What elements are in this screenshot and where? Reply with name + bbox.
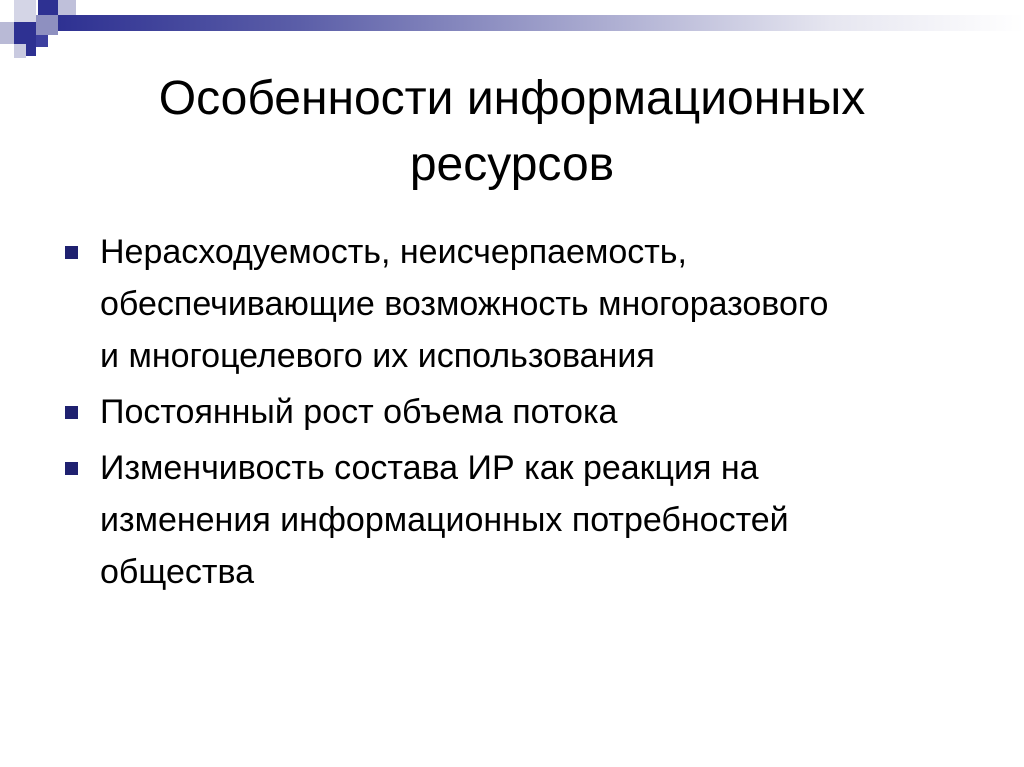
decorative-square bbox=[26, 44, 36, 56]
square-bullet-icon bbox=[65, 246, 78, 259]
bullet-text-line: общества bbox=[100, 553, 255, 591]
decorative-square bbox=[0, 22, 14, 44]
decorative-square bbox=[14, 22, 36, 44]
bullet-text-line: обеспечивающие возможность многоразового bbox=[100, 285, 829, 323]
decorative-square bbox=[36, 35, 48, 47]
bullet-item bbox=[60, 226, 1000, 382]
decorative-square bbox=[38, 0, 58, 15]
decorative-square bbox=[14, 0, 36, 22]
bullet-list bbox=[60, 226, 1000, 602]
decorative-square bbox=[14, 44, 26, 58]
bullet-text-line: и многоцелевого их использования bbox=[100, 337, 655, 375]
decorative-square bbox=[36, 15, 58, 35]
header-gradient-bar bbox=[58, 15, 1024, 31]
square-bullet-icon bbox=[65, 406, 78, 419]
bullet-item bbox=[60, 442, 1000, 598]
bullet-text-line: Нерасходуемость, неисчерпаемость, bbox=[100, 233, 687, 271]
bullet-text-line: изменения информационных потребностей bbox=[100, 501, 789, 539]
slide-title-line: Особенности информационных bbox=[158, 72, 866, 125]
bullet-text-line: Постоянный рост объема потока bbox=[100, 393, 618, 431]
bullet-item bbox=[60, 386, 1000, 438]
slide-title-line: ресурсов bbox=[409, 138, 615, 191]
square-bullet-icon bbox=[65, 462, 78, 475]
bullet-text-line: Изменчивость состава ИР как реакция на bbox=[100, 449, 759, 487]
slide-title bbox=[0, 66, 1024, 198]
decorative-square bbox=[58, 0, 76, 15]
